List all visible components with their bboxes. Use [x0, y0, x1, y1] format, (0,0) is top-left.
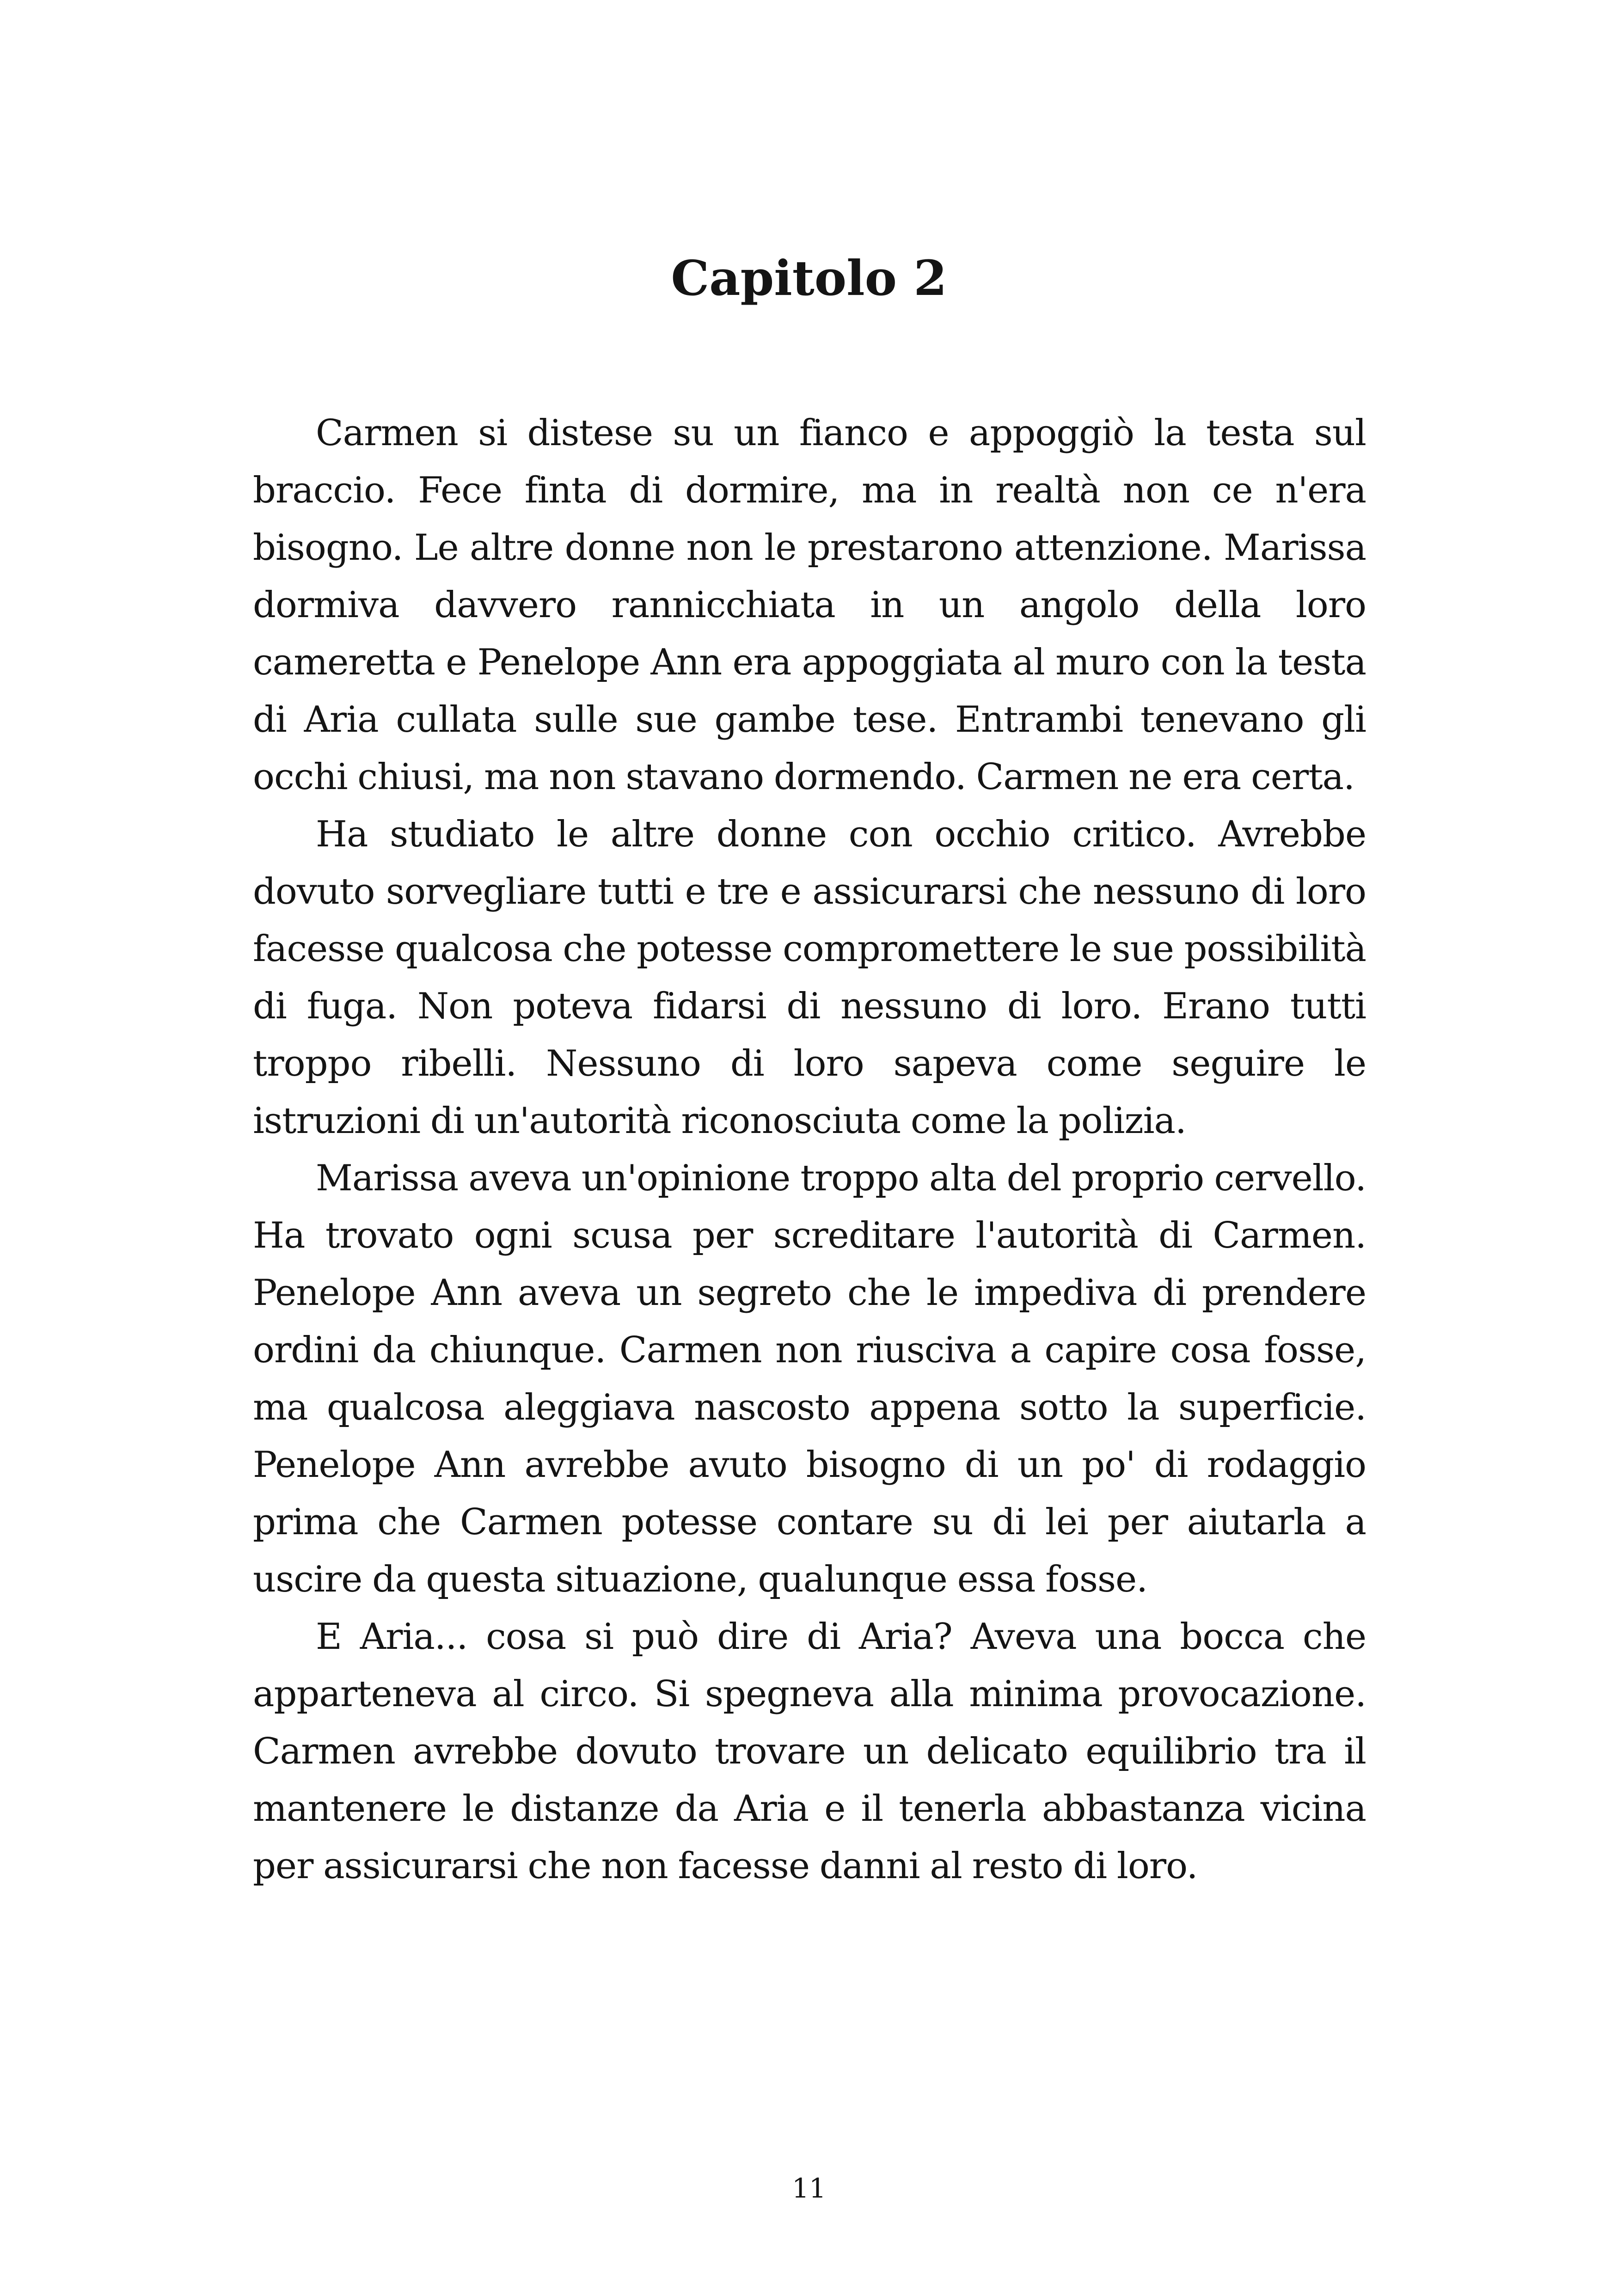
chapter-body	[253, 404, 1366, 1895]
chapter-title: Capitolo 2	[671, 250, 947, 306]
paragraph-1: Carmen si distese su un fianco e appoggiò la testa sul braccio. Fece finta di dormire, ma in realtà non ce n'era bisogno. Le altre donne non le prestarono attenzione. Marissa dormiva davvero rannicchiata in un angolo della loro cameretta e Penelope Ann era appoggiata al muro con la testa di Aria cullata sulle sue gambe tese. Entrambi tenevano gli occhi chiusi, ma non stavano dormendo. Carmen ne era certa.	[253, 412, 1366, 798]
paragraph-2: Ha studiato le altre donne con occhio critico. Avrebbe dovuto sorvegliare tutti e tre e assicurarsi che nessuno di loro facesse qualcosa che potesse compromettere le sue possibilità di fuga. Non poteva fidarsi di nessuno di loro. Erano tutti troppo ribelli. Nessuno di loro sapeva come seguire le istruzioni di un'autorità riconosciuta come la polizia.	[253, 814, 1366, 1142]
page-number: 11	[792, 2173, 826, 2204]
paragraph-3: Marissa aveva un'opinione troppo alta del proprio cervello. Ha trovato ogni scusa per screditare l'autorità di Carmen. Penelope Ann aveva un segreto che le impediva di prendere ordini da chiunque. Carmen non riusciva a capire cosa fosse, ma qualcosa aleggiava nascosto appena sotto la superficie. Penelope Ann avrebbe avuto bisogno di un po' di rodaggio prima che Carmen potesse contare su di lei per aiutarla a uscire da questa situazione, qualunque essa fosse.	[253, 1157, 1366, 1600]
paragraph-4: E Aria... cosa si può dire di Aria? Aveva una bocca che apparteneva al circo. Si spegneva alla minima provocazione. Carmen avrebbe dovuto trovare un delicato equilibrio tra il mantenere le distanze da Aria e il tenerla abbastanza vicina per assicurarsi che non facesse danni al resto di loro.	[253, 1616, 1366, 1887]
